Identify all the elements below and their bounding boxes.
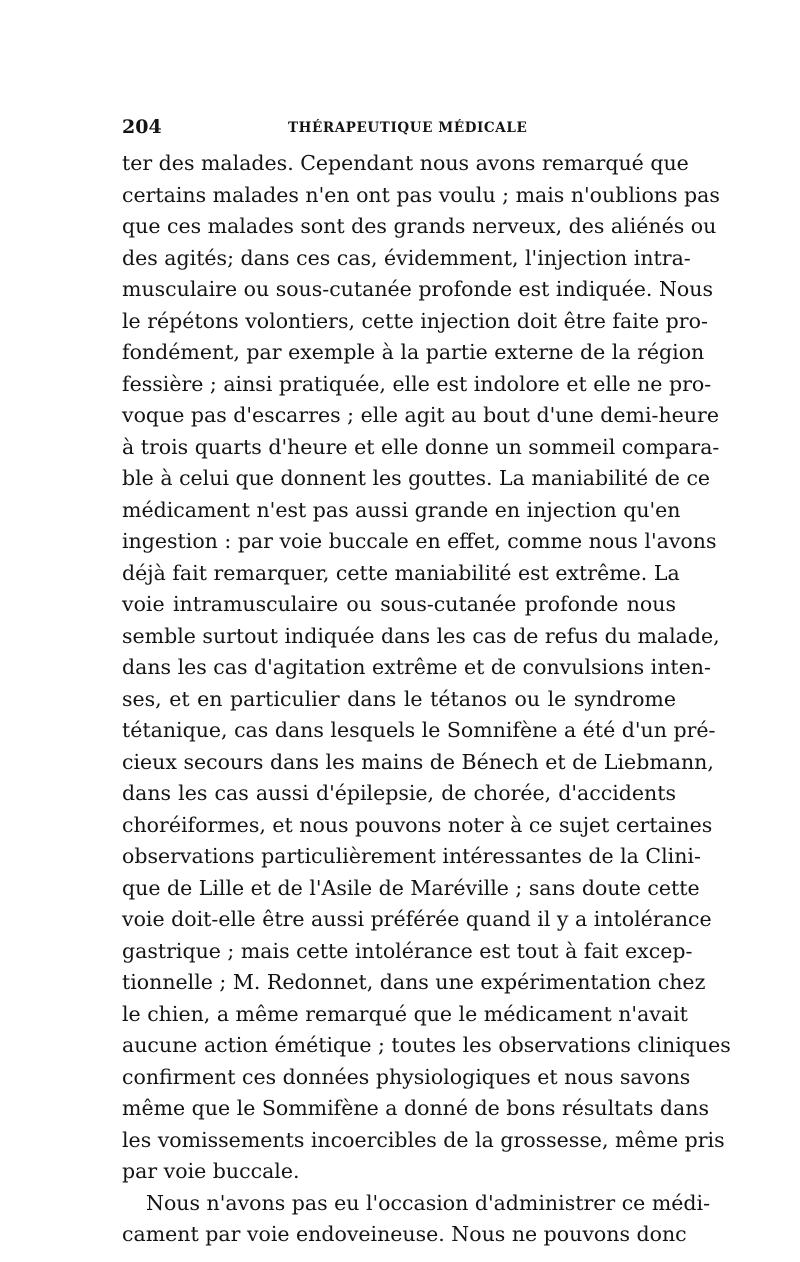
text-line: cament par voie endoveineuse. Nous ne pouvons donc	[122, 1222, 687, 1246]
text-line: déjà fait remarquer, cette maniabilité est extrême. La	[122, 560, 680, 585]
text-line: tétanique, cas dans lesquels le Somnifène a été d'un pré-	[122, 718, 716, 742]
text-line: fessière ; ainsi pratiquée, elle est indolore et elle ne pro-	[122, 371, 712, 396]
text-line: semble surtout indiquée dans les cas de refus du malade,	[122, 623, 720, 648]
text-line: voque pas d'escarres ; elle agit au bout d'une demi-heure	[122, 403, 719, 427]
paragraph-first-line: Nous n'avons pas eu l'occasion d'administrer ce médi-	[146, 1190, 711, 1215]
text-line: aucune action émétique ; toutes les observations cliniques	[122, 1033, 731, 1057]
text-line: le chien, a même remarqué que le médicament n'avait	[122, 1001, 688, 1026]
text-line: ble à celui que donnent les gouttes. La maniabilité de ce	[122, 466, 711, 490]
text-line: fondément, par exemple à la partie externe de la région	[122, 340, 705, 364]
text-line: des agités; dans ces cas, évidemment, l'injection intra-	[122, 245, 691, 270]
text-line: même que le Sommifène a donné de bons résultats dans	[122, 1096, 709, 1120]
text-line: musculaire ou sous-cutanée profonde est indiquée. Nous	[122, 277, 713, 301]
body-text	[122, 148, 731, 1251]
text-line: choréiformes, et nous pouvons noter à ce sujet certaines	[122, 812, 713, 837]
text-line: voie intramusculaire ou sous-cutanée profonde nous	[122, 592, 676, 616]
text-line: par voie buccale.	[122, 1159, 300, 1183]
text-line: ingestion : par voie buccale en effet, comme nous l'avons	[122, 529, 717, 553]
text-line: tionnelle ; M. Redonnet, dans une expérimentation chez	[122, 970, 706, 994]
text-line: à trois quarts d'heure et elle donne un sommeil compara-	[122, 434, 720, 459]
text-line: certains malades n'en ont pas voulu ; mais n'oublions pas	[122, 182, 720, 207]
text-line: observations particulièrement intéressantes de la Clini-	[122, 844, 701, 868]
text-line: ter des malades. Cependant nous avons remarqué que	[122, 151, 689, 175]
text-line: que ces malades sont des grands nerveux, des aliénés ou	[122, 214, 717, 238]
page-number: 204	[122, 116, 162, 138]
text-line: voie doit-elle être aussi préférée quand il y a intolérance	[122, 907, 712, 931]
text-line: que de Lille et de l'Asile de Maréville ; sans doute cette	[122, 875, 700, 900]
page-header	[122, 116, 676, 142]
text-line: le répétons volontiers, cette injection doit être faite pro-	[122, 308, 708, 333]
text-line: confirment ces données physiologiques et nous savons	[122, 1064, 691, 1089]
text-line: médicament n'est pas aussi grande en injection qu'en	[122, 497, 681, 522]
text-line: cieux secours dans les mains de Bénech et de Liebmann,	[122, 749, 714, 774]
text-line: dans les cas aussi d'épilepsie, de chorée, d'accidents	[122, 781, 676, 805]
text-line: les vomissements incoercibles de la grossesse, même pris	[122, 1127, 725, 1152]
text-line: ses, et en particulier dans le tétanos ou le syndrome	[122, 686, 676, 711]
text-line: dans les cas d'agitation extrême et de convulsions inten-	[122, 655, 711, 679]
running-title: THÉRAPEUTIQUE MÉDICALE	[288, 120, 528, 136]
text-line: gastrique ; mais cette intolérance est tout à fait excep-	[122, 938, 693, 963]
